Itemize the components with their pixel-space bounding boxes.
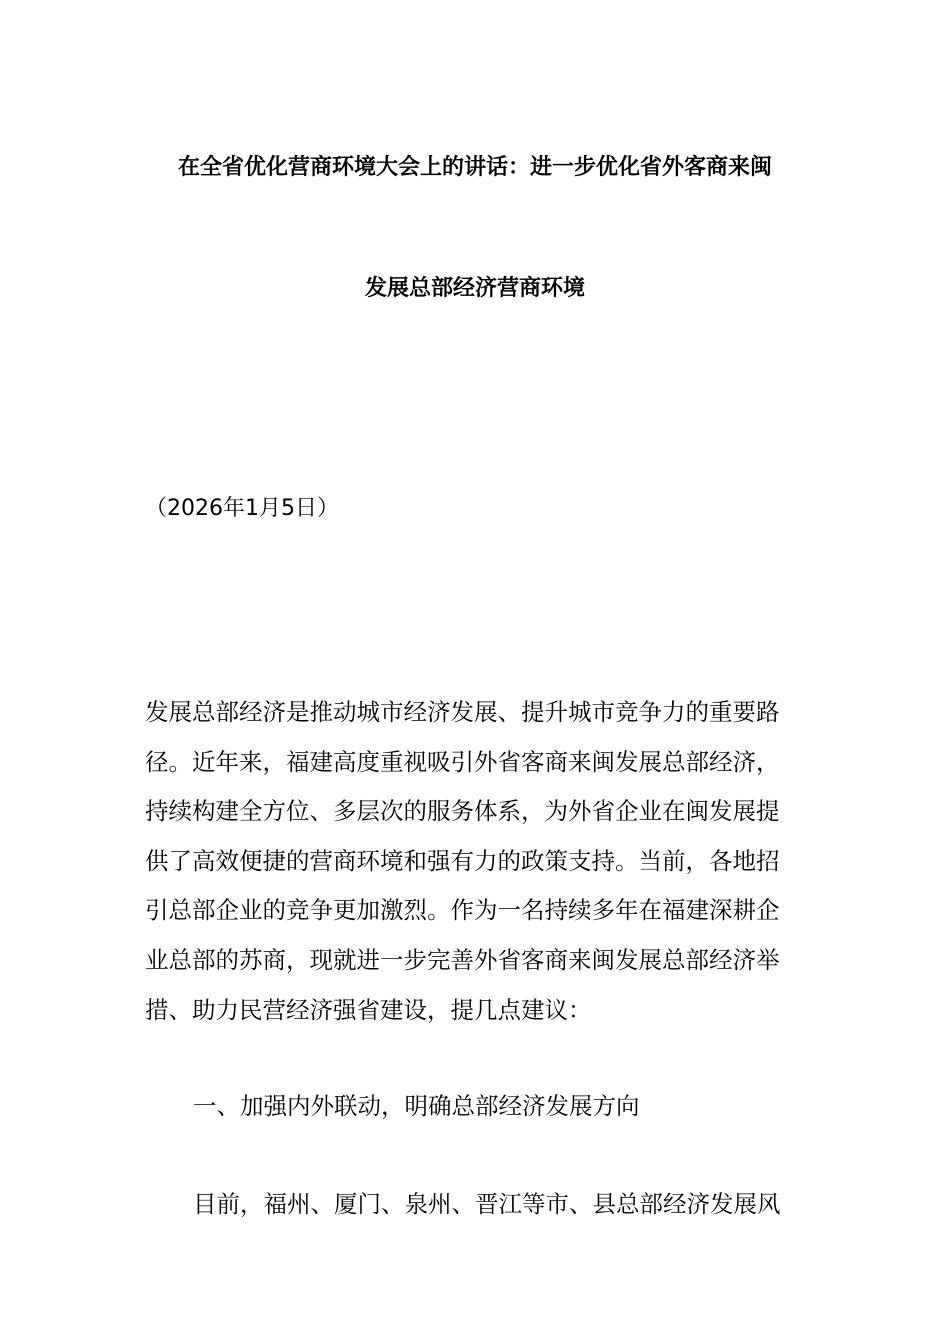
paragraph-line: 措、助力民营经济强省建设，提几点建议： (145, 995, 592, 1024)
paragraph-line: 持续构建全方位、多层次的服务体系，为外省企业在闽发展提 (145, 797, 780, 826)
document-title-line-2: 发展总部经济营商环境 (364, 276, 585, 301)
section-heading-1: 一、加强内外联动，明确总部经济发展方向 (193, 1092, 640, 1120)
section-1-paragraph-start: 目前，福州、厦门、泉州、晋江等市、县总部经济发展风 (193, 1190, 781, 1218)
paragraph-line: 径。近年来，福建高度重视吸引外省客商来闽发展总部经济， (145, 747, 780, 776)
speech-date: （2026年1月5日） (145, 496, 339, 521)
intro-paragraph (145, 688, 809, 1035)
paragraph-line: 供了高效便捷的营商环境和强有力的政策支持。当前，各地招 (145, 846, 780, 875)
paragraph-line: 引总部企业的竞争更加激烈。作为一名持续多年在福建深耕企 (145, 896, 780, 925)
document-title-line-1: 在全省优化营商环境大会上的讲话：进一步优化省外客商来闽 (177, 155, 772, 180)
paragraph-line: 发展总部经济是推动城市经济发展、提升城市竞争力的重要路 (145, 698, 780, 726)
paragraph-line: 业总部的苏商，现就进一步完善外省客商来闽发展总部经济举 (145, 945, 780, 974)
